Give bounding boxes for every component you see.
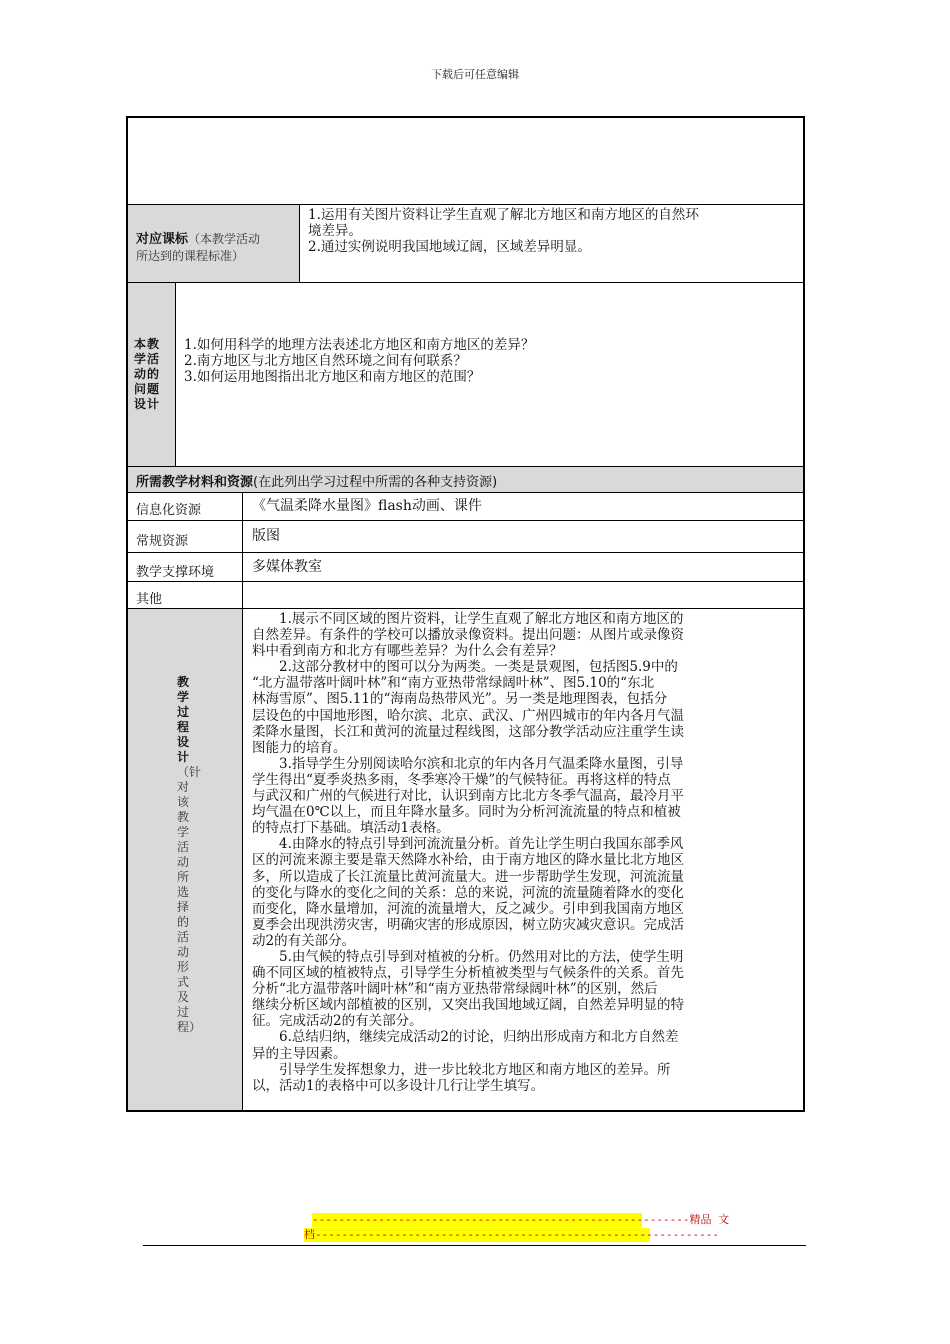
standards-label: 对应课标 [136,232,189,247]
footer-rule [143,1245,806,1246]
process-line: 柔降水量图，长江和黄河的流量过程线图，这部分教学活动应注重学生读 [252,723,684,740]
questions-label: 本教学活动的问题设计 [134,337,161,411]
process-line: 异的主导因素。 [252,1045,347,1062]
questions-label-cell [128,283,175,466]
process-line: 料中看到南方和北方有哪些差异？为什么会有差异？ [252,643,563,660]
lesson-plan-table [126,116,805,1112]
process-label-cell [128,609,242,1110]
process-label [177,675,202,1035]
resource-label: 信息化资源 [136,503,202,518]
resource-label: 教学支撑环境 [136,565,215,580]
process-line: 图能力的培育。 [252,739,347,756]
question-line: 1.如何用科学的地理方法表述北方地区和南方地区的差异？ [184,337,535,353]
standards-label-cell [128,205,299,282]
process-content [252,611,797,1094]
standards-sublabel-a: （本教学活动 [188,232,261,246]
process-line: 学生得出“夏季炎热多雨，冬季寒冷干燥”的气候特征。再将这样的特点 [252,771,671,788]
process-line: 多，所以造成了长江流量比黄河流量大。进一步帮助学生发现，河流流量 [252,868,684,885]
resource-label: 常规资源 [136,534,189,549]
process-line: 均气温在0℃以上，而且年降水量多。同时为分析河流流量的特点和植被 [252,804,681,821]
process-line: 征。完成活动2的有关部分。 [252,1013,423,1030]
process-line: 的变化与降水的变化之间的关系：总的来说，河流的流量随着降水的变化 [252,884,684,901]
process-label-note: （针对该教学活动所选择的活动形式及过程） [177,765,202,1034]
header-note: 下载后可任意编辑 [431,68,519,81]
process-line: 1.展示不同区域的图片资料，让学生直观了解北方地区和南方地区的 [252,611,684,627]
process-line: 与武汉和广州的气候进行对比，认识到南方比北方冬季气温高，最冷月平 [252,788,684,805]
standards-content [308,207,803,255]
process-label-bold: 教学过程设计 [177,675,190,764]
resource-label: 其他 [136,592,163,607]
footer-line-1: ---------------------------------------------------------精品 文 [312,1213,730,1226]
process-line: “北方温带落叶阔叶林”和“南方亚热带常绿阔叶林”、图5.10的“东北 [252,675,655,692]
process-line: 2.这部分教材中的图可以分为两类。一类是景观图，包括图5.9中的 [252,659,678,676]
process-line: 引导学生发挥想象力，进一步比较北方地区和南方地区的差异。所 [252,1061,671,1078]
materials-header [128,467,803,492]
process-line: 而变化，降水量增加，河流的流量增大，反之减少。引申到我国南方地区 [252,900,684,917]
standards-sublabel-b: 所达到的课程标准） [136,249,245,263]
process-line: 5.由气候的特点引导到对植被的分析。仍然用对比的方法，使学生明 [252,948,684,965]
question-line: 2.南方地区与北方地区自然环境之间有何联系？ [184,353,467,369]
process-line: 3.指导学生分别阅读哈尔滨和北京的年内各月气温柔降水量图，引导 [252,755,684,772]
materials-title: 所需教学材料和资源 [136,475,254,490]
questions-content [184,337,784,385]
blank-top-cell [128,118,803,204]
process-line: 分析“北方温带落叶阔叶林”和“南方亚热带常绿阔叶林”的区别，然后 [252,981,658,998]
resource-value: 《气温柔降水量图》flash动画、课件 [252,498,482,514]
process-line: 4.由降水的特点引导到河流流量分析。首先让学生明白我国东部季风 [252,836,684,853]
footer-line-2: 档------------------------------------------------------------- [304,1228,719,1241]
process-line: 的特点打下基础。填活动1表格。 [252,820,450,837]
process-line: 6.总结归纳，继续完成活动2的讨论，归纳出形成南方和北方自然差 [252,1029,679,1046]
resource-value: 版图 [252,528,280,544]
process-line: 自然差异。有条件的学校可以播放录像资料。提出问题：从图片或录像资 [252,627,684,644]
process-line: 以，活动1的表格中可以多设计几行让学生填写。 [252,1077,545,1094]
process-line: 林海雪原”、图5.11的“海南岛热带风光”。另一类是地理图表，包括分 [252,691,668,708]
process-line: 层设色的中国地形图，哈尔滨、北京、武汉、广州四城市的年内各月气温 [252,707,684,724]
process-line: 动2的有关部分。 [252,932,356,949]
resource-value: 多媒体教室 [252,559,322,575]
process-line: 夏季会出现洪涝灾害，明确灾害的形成原因，树立防灾减灾意识。完成活 [252,916,684,933]
standards-line: 2.通过实例说明我国地域辽阔，区域差异明显。 [308,239,591,255]
process-line: 继续分析区域内部植被的区别，又突出我国地域辽阔，自然差异明显的特 [252,997,684,1014]
standards-line: 1.运用有关图片资料让学生直观了解北方地区和南方地区的自然环 [308,207,699,223]
process-line: 确不同区域的植被特点，引导学生分析植被类型与气候条件的关系。首先 [252,965,684,982]
question-line: 3.如何运用地图指出北方地区和南方地区的范围？ [184,369,481,385]
standards-line: 境差异。 [308,223,362,239]
process-line: 区的河流来源主要是靠天然降水补给，由于南方地区的降水量比北方地区 [252,852,684,869]
materials-note: (在此列出学习过程中所需的各种支持资源) [253,475,498,490]
